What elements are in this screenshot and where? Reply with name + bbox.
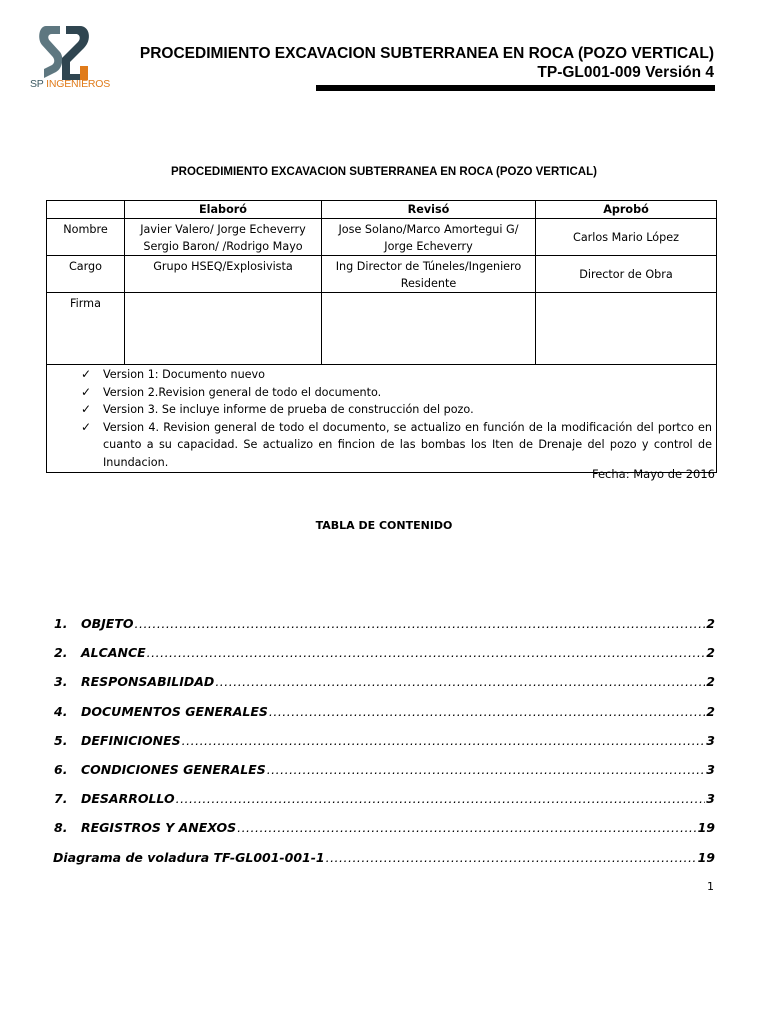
- signature-row-nombre: [47, 219, 717, 256]
- toc-entry[interactable]: 1. OBJETO ..... 2: [54, 616, 715, 645]
- table-of-contents: [54, 616, 715, 879]
- logo-text: SP INGENIEROS: [30, 78, 111, 90]
- row-label-firma: Firma: [47, 293, 125, 365]
- header-title-line1: PROCEDIMIENTO EXCAVACION SUBTERRANEA EN ROCA (POZO VERTICAL): [139, 45, 714, 62]
- signature-row-firma: [47, 293, 717, 365]
- column-header-aprobo: Aprobó: [536, 201, 717, 219]
- toc-entry[interactable]: Diagrama de voladura TF-GL001-001-1 ..... 19: [53, 850, 715, 879]
- header-divider: [316, 85, 715, 91]
- checkmark-icon: ✓: [81, 384, 92, 399]
- toc-entry[interactable]: 3. RESPONSABILIDAD ..... 2: [54, 674, 715, 703]
- toc-entry[interactable]: 5. DEFINICIONES ..... 3: [54, 733, 715, 762]
- version-history-row: [47, 365, 717, 473]
- cell-cargo-reviso: Ing Director de Túneles/Ingeniero Residente: [322, 256, 536, 293]
- cell-firma-elaboro: [125, 293, 322, 365]
- toc-entry[interactable]: 2. ALCANCE ..... 2: [54, 645, 715, 674]
- history-item: ✓ Version 3. Se incluye informe de prueba de construcción del pozo.: [81, 401, 712, 419]
- document-title: PROCEDIMIENTO EXCAVACION SUBTERRANEA EN ROCA (POZO VERTICAL): [171, 166, 597, 178]
- header-empty-cell: [47, 201, 125, 219]
- signature-table: [46, 200, 717, 473]
- toc-entry[interactable]: 7. DESARROLLO ..... 3: [54, 791, 715, 820]
- checkmark-icon: ✓: [81, 367, 92, 381]
- column-header-elaboro: Elaboró: [125, 201, 322, 219]
- page-number: 1: [707, 880, 714, 893]
- column-header-reviso: Revisó: [322, 201, 536, 219]
- cell-firma-aprobo: [536, 293, 717, 365]
- version-history: [47, 365, 717, 473]
- cell-nombre-reviso: Jose Solano/Marco Amortegui G/ Jorge Echeverry: [322, 219, 536, 256]
- cell-nombre-aprobo: Carlos Mario López: [536, 219, 717, 256]
- history-item: ✓ Version 2.Revision general de todo el documento.: [81, 384, 712, 402]
- signature-header-row: [47, 201, 717, 219]
- cell-firma-reviso: [322, 293, 536, 365]
- header-title: [140, 44, 714, 82]
- history-item: ✓ Version 4. Revision general de todo el documento, se actualizo en función de la modificación del portco en cuanto a su capacidad. Se actualizo en fincion de las bombas los Iten de Drenaje del pozo y control de Inundacion.: [81, 419, 712, 469]
- toc-entry[interactable]: 6. CONDICIONES GENERALES ..... 3: [54, 762, 715, 791]
- checkmark-icon: ✓: [81, 419, 92, 434]
- checkmark-icon: ✓: [81, 402, 92, 416]
- row-label-cargo: Cargo: [47, 256, 125, 293]
- signature-row-cargo: [47, 256, 717, 293]
- row-label-nombre: Nombre: [47, 219, 125, 256]
- document-date: Fecha: Mayo de 2016: [591, 467, 715, 481]
- toc-entry[interactable]: 8. REGISTROS Y ANEXOS ..... 19: [54, 820, 715, 849]
- header-document-code: TP-GL001-009 Versión 4: [537, 64, 714, 81]
- toc-title: TABLA DE CONTENIDO: [315, 519, 453, 532]
- cell-cargo-aprobo: Director de Obra: [536, 256, 717, 293]
- toc-entry[interactable]: 4. DOCUMENTOS GENERALES ..... 2: [54, 704, 715, 733]
- cell-nombre-elaboro: Javier Valero/ Jorge Echeverry Sergio Baron/ /Rodrigo Mayo: [125, 219, 322, 256]
- history-item: ✓ Version 1: Documento nuevo: [81, 366, 712, 384]
- cell-cargo-elaboro: Grupo HSEQ/Explosivista: [125, 256, 322, 293]
